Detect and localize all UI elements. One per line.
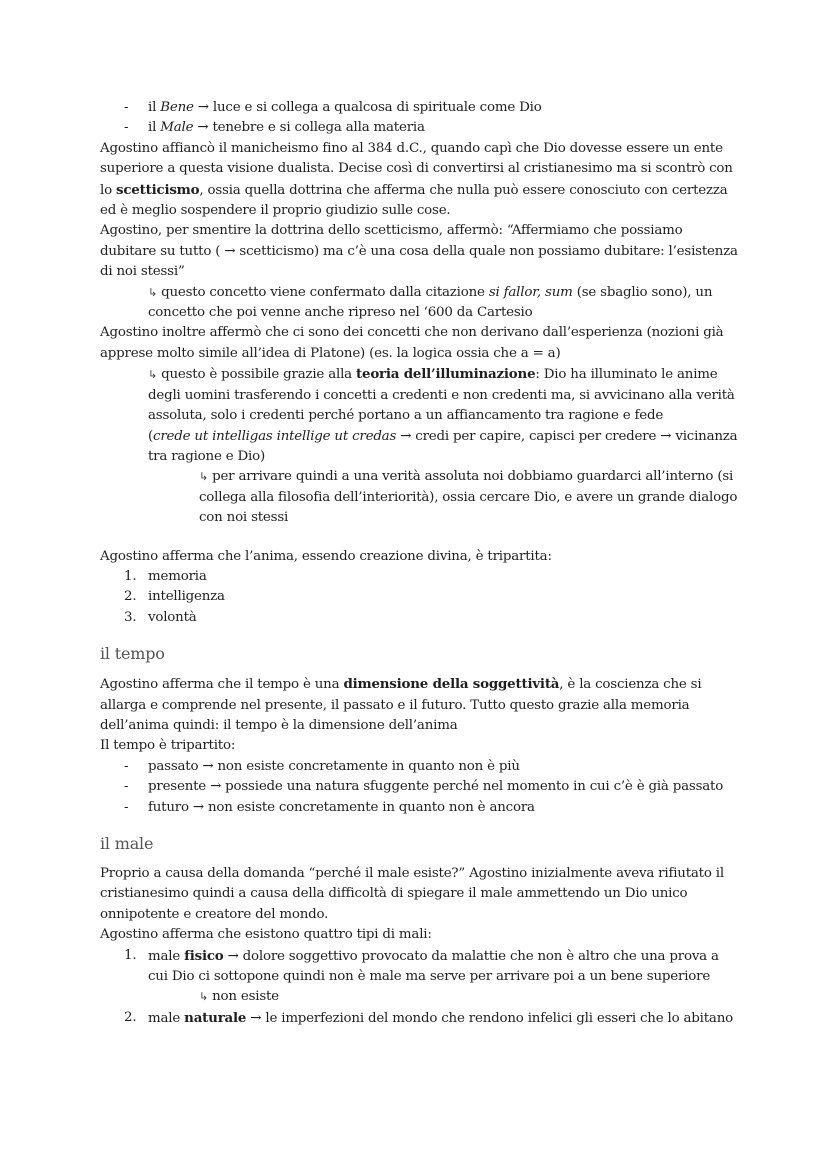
- male-list: [100, 946, 740, 988]
- spacer: [100, 529, 740, 547]
- heading-male: il male: [100, 834, 154, 853]
- document-body: [100, 98, 740, 1029]
- paragraph-tempo: Agostino afferma che il tempo è una dimensione della soggettività, è la coscienza che si allarga e comprende nel presente, il passato e il futuro. Tutto questo grazie alla memoria dell’anima quindi: il tempo è la dimensione dell’anima: [100, 676, 702, 733]
- spacer: [100, 666, 740, 674]
- list-item-male: - il Male → tenebre e si collega alla materia: [148, 118, 740, 138]
- spacer: [100, 628, 740, 642]
- list-item: - futuro → non esiste concretamente in quanto non è ancora: [148, 798, 740, 818]
- tempo-list: [100, 757, 740, 818]
- paragraph-concetti: Agostino inoltre affermò che ci sono dei concetti che non derivano dall’esperienza (nozioni già apprese molto simile all’idea di Platone) (es. la logica ossia che a = a): [100, 325, 724, 361]
- list-item: 1. memoria: [124, 568, 207, 584]
- paragraph-tempo-tripartito: Il tempo è tripartito:: [100, 738, 236, 754]
- list-item-male-fisico: 1. male fisico → dolore soggettivo provocato da malattie che non è altro che una prova a cui Dio ci sottopone quindi non è male ma serve per arrivare poi a un bene superiore: [124, 947, 719, 985]
- paragraph-smentire: Agostino, per smentire la dottrina dello scetticismo, affermò: “Affermiamo che possiamo dubitare su tutto ( → scetticismo) ma c’è una cosa della quale non possiamo dubitare: l’esistenza di noi stessi”: [100, 223, 738, 280]
- sub-note-fallor: ↳ questo concetto viene confermato dalla citazione si fallor, sum (se sbaglio sono), un concetto che poi venne anche ripreso nel ‘600 da Cartesio: [148, 284, 713, 321]
- sub-note-non-esiste: ↳ non esiste: [199, 989, 279, 1005]
- bene-male-list: [100, 98, 740, 139]
- heading-tempo: il tempo: [100, 644, 165, 664]
- spacer: [100, 818, 740, 832]
- spacer: [100, 856, 740, 864]
- hook-arrow-icon: ↳: [199, 470, 209, 484]
- list-item: - presente → possiede una natura sfuggente perché nel momento in cui c’è è già passato: [148, 777, 740, 797]
- paragraph-manicheismo: Agostino affiancò il manicheismo fino al 384 d.C., quando capì che Dio dovesse essere un ente superiore a questa visione dualista. Decise così di convertirsi al cristianesimo ma si scontrò con lo scetticismo, ossia quella dottrina che afferma che nulla può essere conosciuto con certezza ed è meglio sospendere il proprio giudizio sulle cose.: [100, 140, 733, 219]
- list-item-bene: - il Bene → luce e si collega a qualcosa di spirituale come Dio: [148, 98, 740, 118]
- list-item: 2. intelligenza: [124, 589, 225, 605]
- list-item: - passato → non esiste concretamente in quanto non è più: [148, 757, 740, 777]
- male-list-continued: [100, 1008, 740, 1029]
- hook-arrow-icon: ↳: [148, 368, 158, 382]
- paragraph-male-tipi: Agostino afferma che esistono quattro tipi di mali:: [100, 927, 432, 943]
- list-item-male-naturale: 2. male naturale → le imperfezioni del mondo che rendono infelici gli esseri che lo abitano: [124, 1009, 734, 1026]
- sub-note-crede: (crede ut intelligas intellige ut credas → credi per capire, capisci per credere → vicinanza tra ragione e Dio): [148, 428, 738, 464]
- paragraph-male: Proprio a causa della domanda “perché il male esiste?” Agostino inizialmente aveva rifiutato il cristianesimo quindi a causa della difficoltà di spiegare il male ammettendo un Dio unico onnipotente e creatore del mondo.: [100, 866, 724, 922]
- hook-arrow-icon: ↳: [199, 990, 209, 1004]
- sub-note-illuminazione: ↳ questo è possibile grazie alla teoria dell’illuminazione: Dio ha illuminato le anime degli uomini trasferendo i concetti a credenti e non credenti ma, si avvicinano alla verità assoluta, solo i credenti perché portano a un affiancamento tra ragione e fede: [148, 366, 735, 424]
- hook-arrow-icon: ↳: [148, 285, 158, 299]
- anima-list: [100, 567, 740, 628]
- sub-note-verita: ↳ per arrivare quindi a una verità assoluta noi dobbiamo guardarci all’interno (si collega alla filosofia dell’interiorità), ossia cercare Dio, e avere un grande dialogo con noi stessi: [199, 469, 738, 526]
- list-item: 3. volontà: [124, 609, 197, 625]
- paragraph-anima: Agostino afferma che l’anima, essendo creazione divina, è tripartita:: [100, 548, 552, 564]
